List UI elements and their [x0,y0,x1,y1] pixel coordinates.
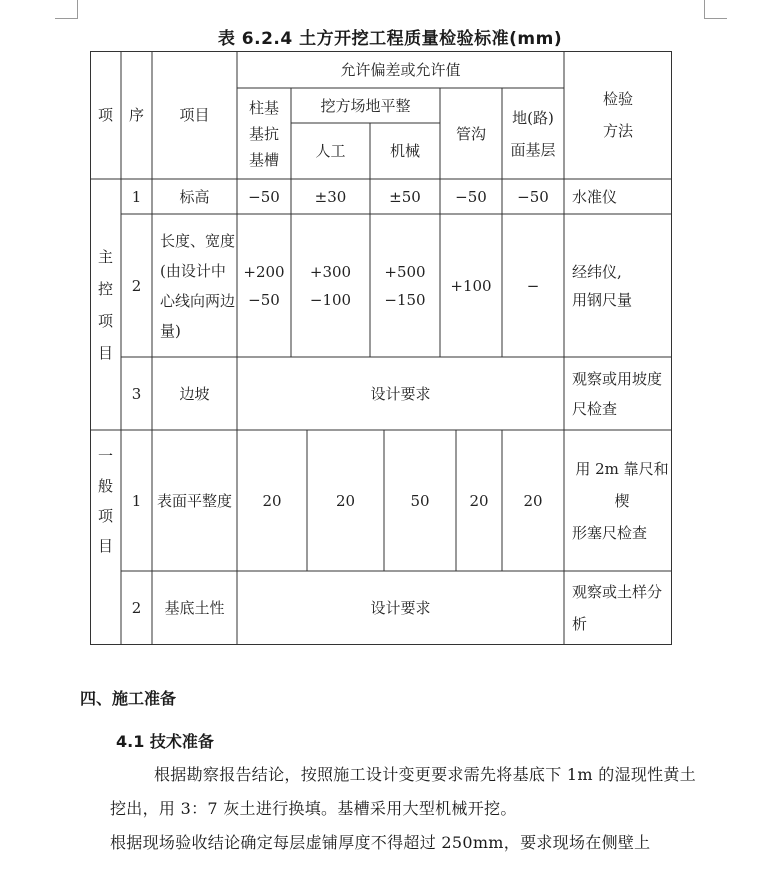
row4-manual: 20 [335,491,356,510]
header-pit: 柱基 基抗 基槽 [248,98,279,169]
header-method: 检验 方法 [602,90,633,140]
page-corner-mark-right [704,0,727,19]
row3-item: 边坡 [179,384,210,403]
row1-manual: ±30 [314,187,347,206]
header-manual: 人工 [315,142,346,160]
row4-machine: 50 [410,491,430,510]
row3-method: 观察或用坡度 尺检查 [572,369,663,418]
row2-trench: +100 [450,276,492,295]
row1-seq: 1 [131,187,142,206]
header-seq: 序 [128,106,144,124]
row2-manual: +300 −100 [309,262,352,309]
row4-method: 用 2m 靠尺和楔 形塞尺检查 [572,459,669,542]
paragraph-1: 根据勘察报告结论，按照施工设计变更要求需先将基底下 1m 的湿现性黄土挖出，用 3：7 灰土进行换填。基槽采用大型机械开挖。 [110,765,697,818]
row2-item: 长度、宽度 (由设计中 心线向两边 量) [160,231,236,340]
row1-pit: −50 [248,187,280,206]
row4-seq: 1 [131,491,142,510]
header-site-leveling: 挖方场地平整 [320,96,411,115]
row2-seq: 2 [131,276,142,295]
row2-pit: +200 −50 [243,262,285,309]
row2-machine: +500 −150 [384,262,426,309]
row2-method: 经纬仪, 用钢尺量 [572,262,633,309]
row4-trench: 20 [469,491,489,510]
header-project: 项目 [179,106,210,124]
row4-item: 表面平整度 [156,491,232,510]
paragraph-2: 根据现场验收结论确定每层虚铺厚度不得超过 250mm，要求现场在侧壁上 [110,833,651,852]
row1-trench: −50 [455,187,487,206]
subsection-heading: 4.1 技术准备 [116,732,214,751]
header-item: 项 [97,106,113,124]
row3-seq: 3 [131,384,142,403]
row5-item: 基底土性 [164,599,225,617]
row1-machine: ±50 [389,187,421,206]
group-main-control: 主 控 项 目 [97,247,113,362]
group-general: 一 般 项 目 [97,446,113,555]
header-allowed-deviation: 允许偏差或允许值 [340,60,461,79]
row3-merged: 设计要求 [370,384,431,403]
row4-road: 20 [523,491,543,510]
row5-seq: 2 [131,599,142,617]
row1-road: −50 [517,187,549,206]
row1-method: 水准仪 [572,187,618,206]
row5-merged: 设计要求 [370,599,431,617]
header-trench: 管沟 [455,124,486,143]
section-heading: 四、施工准备 [80,689,177,708]
table-title: 表 6.2.4 土方开挖工程质量检验标准(mm) [217,29,563,49]
row5-method: 观察或土样分 析 [572,583,663,633]
quality-standard-table [90,51,672,645]
page-corner-mark-left [55,0,78,19]
row1-item: 标高 [179,187,210,206]
row2-road: − [526,276,540,295]
row4-pit: 20 [262,491,282,510]
header-machine: 机械 [389,142,420,160]
header-road-base: 地(路) 面基层 [510,108,556,159]
